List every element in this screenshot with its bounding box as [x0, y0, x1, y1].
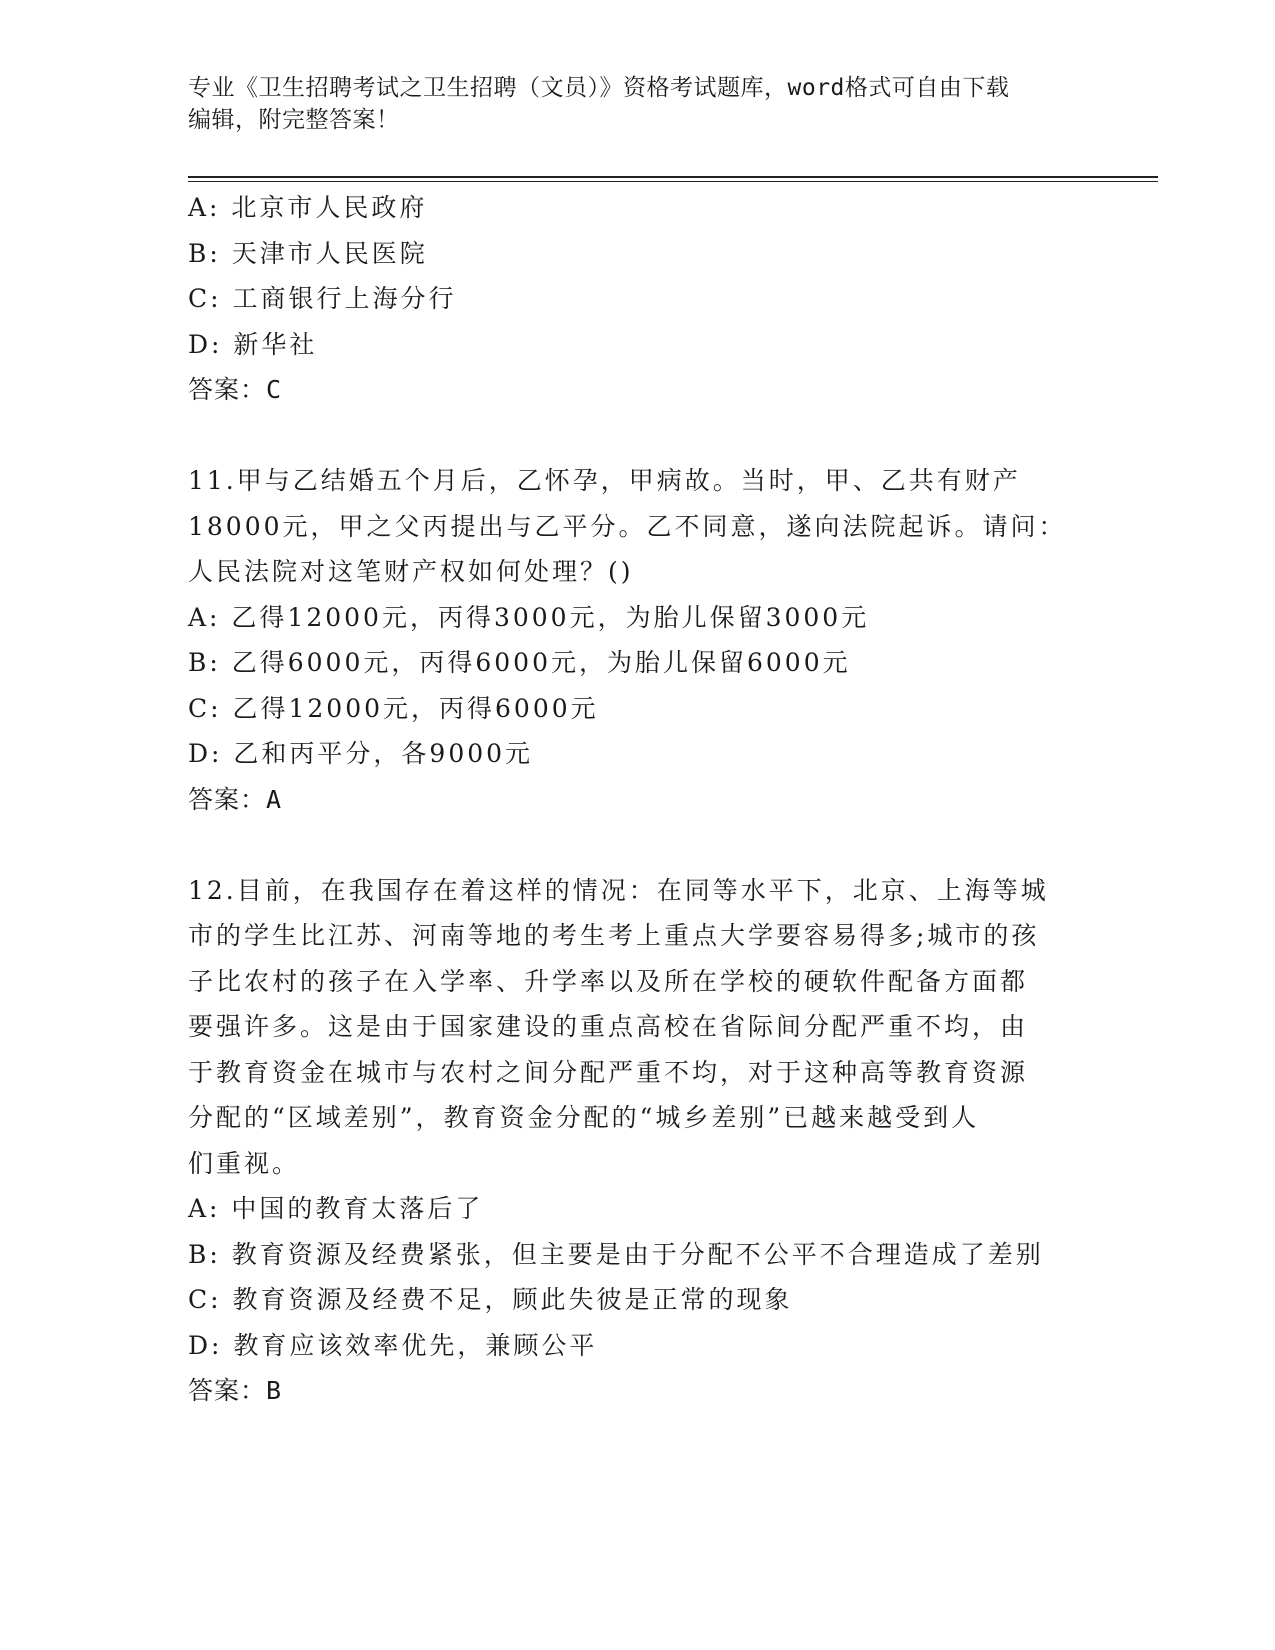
page-header — [188, 72, 1088, 136]
option-b: B: 教育资源及经费紧张，但主要是由于分配不公平不合理造成了差别 — [188, 1239, 1044, 1269]
question-list — [188, 185, 1088, 1414]
header-divider — [188, 176, 1158, 182]
option-a: A: 北京市人民政府 — [188, 193, 428, 222]
question-10 — [188, 185, 1088, 413]
question-stem-line: 11.甲与乙结婚五个月后，乙怀孕，甲病故。当时，甲、乙共有财产 — [188, 466, 1021, 495]
option-b: B: 乙得6000元，丙得6000元，为胎儿保留6000元 — [188, 648, 851, 677]
option-a: A: 乙得12000元，丙得3000元，为胎儿保留3000元 — [188, 602, 870, 632]
question-stem-line: 18000元，甲之父丙提出与乙平分。乙不同意，遂向法院起诉。请问： — [188, 511, 1067, 541]
answer: 答案：A — [188, 784, 283, 814]
question-12 — [188, 868, 1088, 1414]
option-a: A: 中国的教育太落后了 — [188, 1194, 484, 1223]
question-stem-line: 子比农村的孩子在入学率、升学率以及所在学校的硬软件配备方面都 — [188, 966, 1029, 996]
question-11 — [188, 458, 1088, 822]
header-line-2: 编辑，附完整答案！ — [188, 107, 400, 133]
spacer — [188, 822, 1088, 868]
question-stem-line: 分配的“区域差别”，教育资金分配的“城乡差别”已越来越受到人 — [188, 1103, 980, 1132]
option-d: D: 教育应该效率优先，兼顾公平 — [188, 1330, 598, 1360]
spacer — [188, 413, 1088, 459]
option-c: C: 乙得12000元，丙得6000元 — [188, 693, 599, 723]
answer: 答案：C — [188, 375, 283, 404]
option-d: D: 乙和丙平分，各9000元 — [188, 739, 534, 768]
question-stem-line: 要强许多。这是由于国家建设的重点高校在省际间分配严重不均，由 — [188, 1012, 1029, 1041]
question-stem-line: 人民法院对这笔财产权如何处理？() — [188, 557, 634, 586]
question-stem-line: 12.目前，在我国存在着这样的情况：在同等水平下，北京、上海等城 — [188, 875, 1049, 905]
option-c: C: 教育资源及经费不足，顾此失彼是正常的现象 — [188, 1285, 793, 1314]
header-line-1: 专业《卫生招聘考试之卫生招聘（文员）》资格考试题库，word格式可自由下载 — [188, 75, 1010, 101]
option-c: C: 工商银行上海分行 — [188, 284, 457, 313]
question-stem-line: 市的学生比江苏、河南等地的考生考上重点大学要容易得多;城市的孩 — [188, 921, 1040, 950]
question-stem-line: 于教育资金在城市与农村之间分配严重不均，对于这种高等教育资源 — [188, 1057, 1029, 1087]
answer: 答案：B — [188, 1376, 283, 1405]
question-stem-line: 们重视。 — [188, 1148, 301, 1178]
option-b: B: 天津市人民医院 — [188, 238, 428, 268]
option-d: D: 新华社 — [188, 329, 318, 359]
